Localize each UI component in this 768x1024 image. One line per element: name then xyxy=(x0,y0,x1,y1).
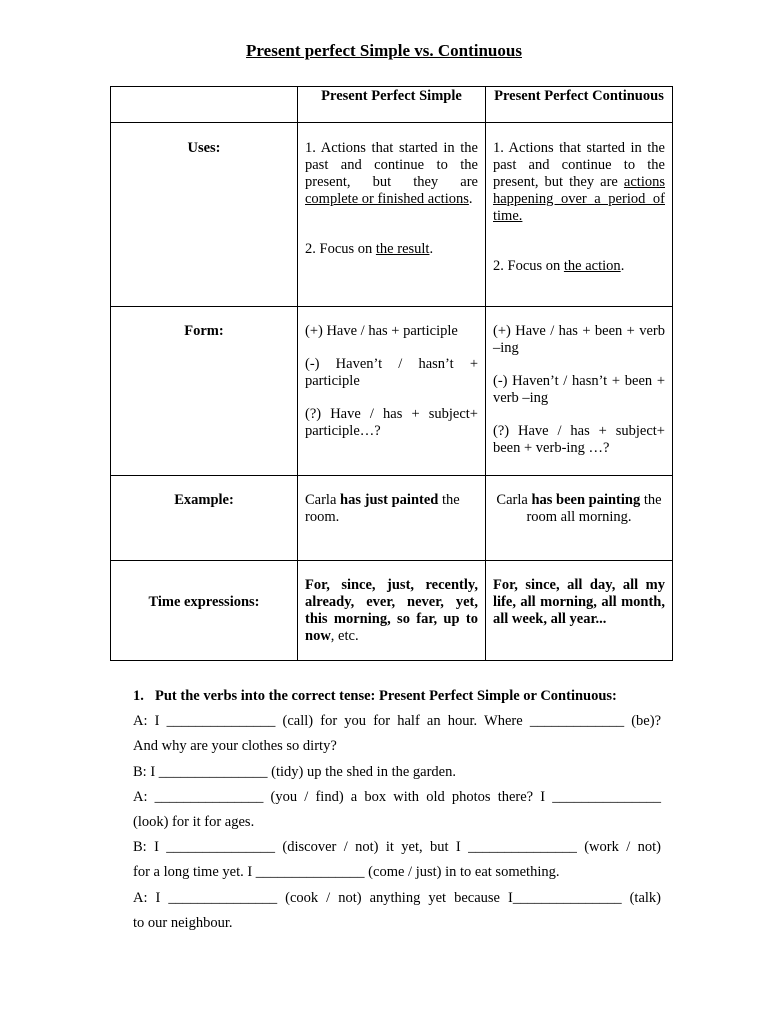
exercise-line-3: B: I _______________ (tidy) up the shed in the garden. xyxy=(133,763,456,780)
page-title: Present perfect Simple vs. Continuous xyxy=(246,41,522,60)
form-continuous-cell xyxy=(486,307,673,476)
uses-simple-point-1: 1. Actions that started in the past and continue to the present, but they are complete or finished actions. xyxy=(305,140,478,207)
exercise-line-9: to our neighbour. xyxy=(133,914,233,931)
uses-continuous-point-1: 1. Actions that started in the past and continue to the present, but they are actions happening over a period of time. xyxy=(493,140,665,224)
comparison-table xyxy=(110,86,673,661)
exercise-line-4: A: _______________ (you / find) a box with old photos there? I _______________ xyxy=(133,788,661,805)
form-simple-negative: (-) Haven’t / hasn’t + participle xyxy=(305,356,478,389)
table-row-time-expressions xyxy=(111,561,673,661)
exercise-instruction: 1. Put the verbs into the correct tense: Present Perfect Simple or Continuous: xyxy=(133,688,617,704)
table-header-row xyxy=(111,87,673,123)
table-row-uses xyxy=(111,123,673,307)
exercise-line-5: (look) for it for ages. xyxy=(133,814,255,831)
example-continuous-cell: Carla has been painting the room all morning. xyxy=(486,476,673,561)
form-continuous-positive: (+) Have / has + been + verb –ing xyxy=(493,323,665,356)
form-simple-positive: (+) Have / has + participle xyxy=(305,323,458,339)
exercise-line-2: And why are your clothes so dirty? xyxy=(133,738,337,755)
example-simple-cell: Carla has just painted the room. xyxy=(298,476,486,561)
table-row-example xyxy=(111,476,673,561)
header-empty-cell xyxy=(111,87,298,123)
uses-simple-cell xyxy=(298,123,486,307)
header-continuous: Present Perfect Continuous xyxy=(486,87,673,123)
form-simple-question: (?) Have / has + subject+ participle…? xyxy=(305,406,478,439)
exercise-line-7: for a long time yet. I _______________ (come / just) in to eat something. xyxy=(133,864,560,881)
exercise-line-8: A: I _______________ (cook / not) anything yet because I_______________ (talk) xyxy=(133,889,661,906)
row-label-uses: Uses: xyxy=(111,123,298,307)
uses-simple-point-2: 2. Focus on the result. xyxy=(305,241,434,257)
row-label-form: Form: xyxy=(111,307,298,476)
uses-continuous-cell xyxy=(486,123,673,307)
exercise-line-1: A: I _______________ (call) for you for half an hour. Where _____________ (be)? xyxy=(133,713,661,730)
form-simple-cell xyxy=(298,307,486,476)
table-row-form xyxy=(111,307,673,476)
exercise-section xyxy=(133,684,661,936)
time-simple-cell: For, since, just, recently, already, ever, never, yet, this morning, so far, up to now, etc. xyxy=(298,561,486,661)
form-continuous-negative: (-) Haven’t / hasn’t + been + verb –ing xyxy=(493,373,665,406)
time-continuous-cell: For, since, all day, all my life, all morning, all month, all week, all year... xyxy=(486,561,673,661)
header-simple: Present Perfect Simple xyxy=(298,87,486,123)
form-continuous-question: (?) Have / has + subject+ been + verb-ing …? xyxy=(493,423,665,456)
row-label-example: Example: xyxy=(111,476,298,561)
exercise-line-6: B: I _______________ (discover / not) it yet, but I _______________ (work / not) xyxy=(133,839,661,856)
uses-continuous-point-2: 2. Focus on the action. xyxy=(493,258,625,274)
row-label-time-expressions: Time expressions: xyxy=(111,561,298,661)
